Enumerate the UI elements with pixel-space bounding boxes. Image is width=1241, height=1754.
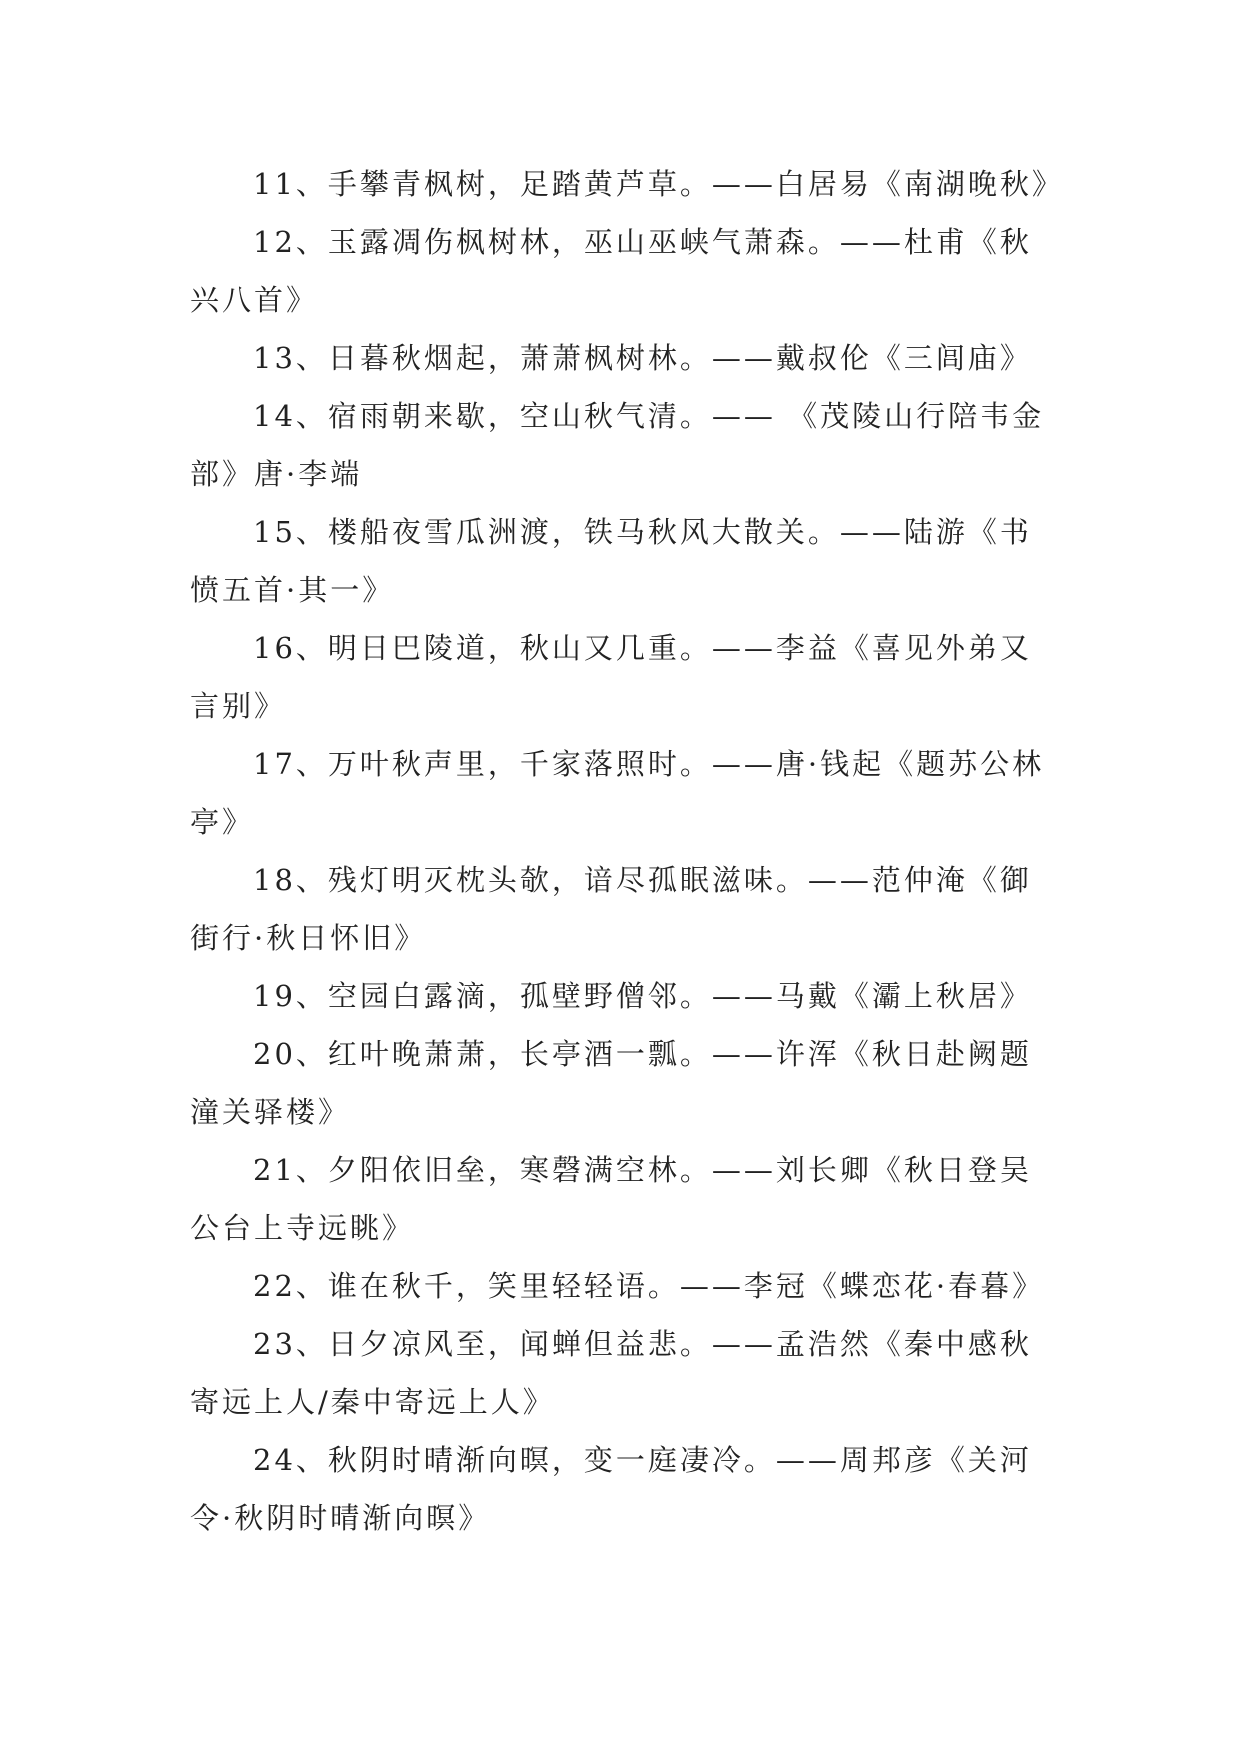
poem-line-15: 15、楼船夜雪瓜洲渡，铁马秋风大散关。——陆游《书愤五首·其一》 [190, 515, 1032, 607]
poem-list [190, 155, 1064, 1547]
poem-line-13: 13、日暮秋烟起，萧萧枫树林。——戴叔伦《三闾庙》 [253, 341, 1032, 375]
poem-line-14: 14、宿雨朝来歇，空山秋气清。—— 《茂陵山行陪韦金部》唐·李端 [190, 399, 1045, 491]
poem-line-18: 18、残灯明灭枕头欹，谙尽孤眠滋味。——范仲淹《御街行·秋日怀旧》 [190, 863, 1032, 955]
poem-line-19: 19、空园白露滴，孤壁野僧邻。——马戴《灞上秋居》 [253, 979, 1032, 1013]
poem-line-11: 11、手攀青枫树，足踏黄芦草。——白居易《南湖晚秋》 [253, 167, 1064, 201]
poem-line-23: 23、日夕凉风至，闻蝉但益悲。——孟浩然《秦中感秋寄远上人/秦中寄远上人》 [190, 1327, 1032, 1419]
poem-line-24: 24、秋阴时晴渐向暝，变一庭凄冷。——周邦彦《关河令·秋阴时晴渐向暝》 [190, 1443, 1032, 1535]
poem-line-22: 22、谁在秋千，笑里轻轻语。——李冠《蝶恋花·春暮》 [253, 1269, 1045, 1303]
poem-line-17: 17、万叶秋声里，千家落照时。——唐·钱起《题苏公林亭》 [190, 747, 1045, 839]
poem-line-21: 21、夕阳依旧垒，寒磬满空林。——刘长卿《秋日登吴公台上寺远眺》 [190, 1153, 1032, 1245]
poem-line-20: 20、红叶晚萧萧，长亭酒一瓢。——许浑《秋日赴阙题潼关驿楼》 [190, 1037, 1032, 1129]
poem-line-12: 12、玉露凋伤枫树林，巫山巫峡气萧森。——杜甫《秋兴八首》 [190, 225, 1032, 317]
poem-line-16: 16、明日巴陵道，秋山又几重。——李益《喜见外弟又言别》 [190, 631, 1032, 723]
